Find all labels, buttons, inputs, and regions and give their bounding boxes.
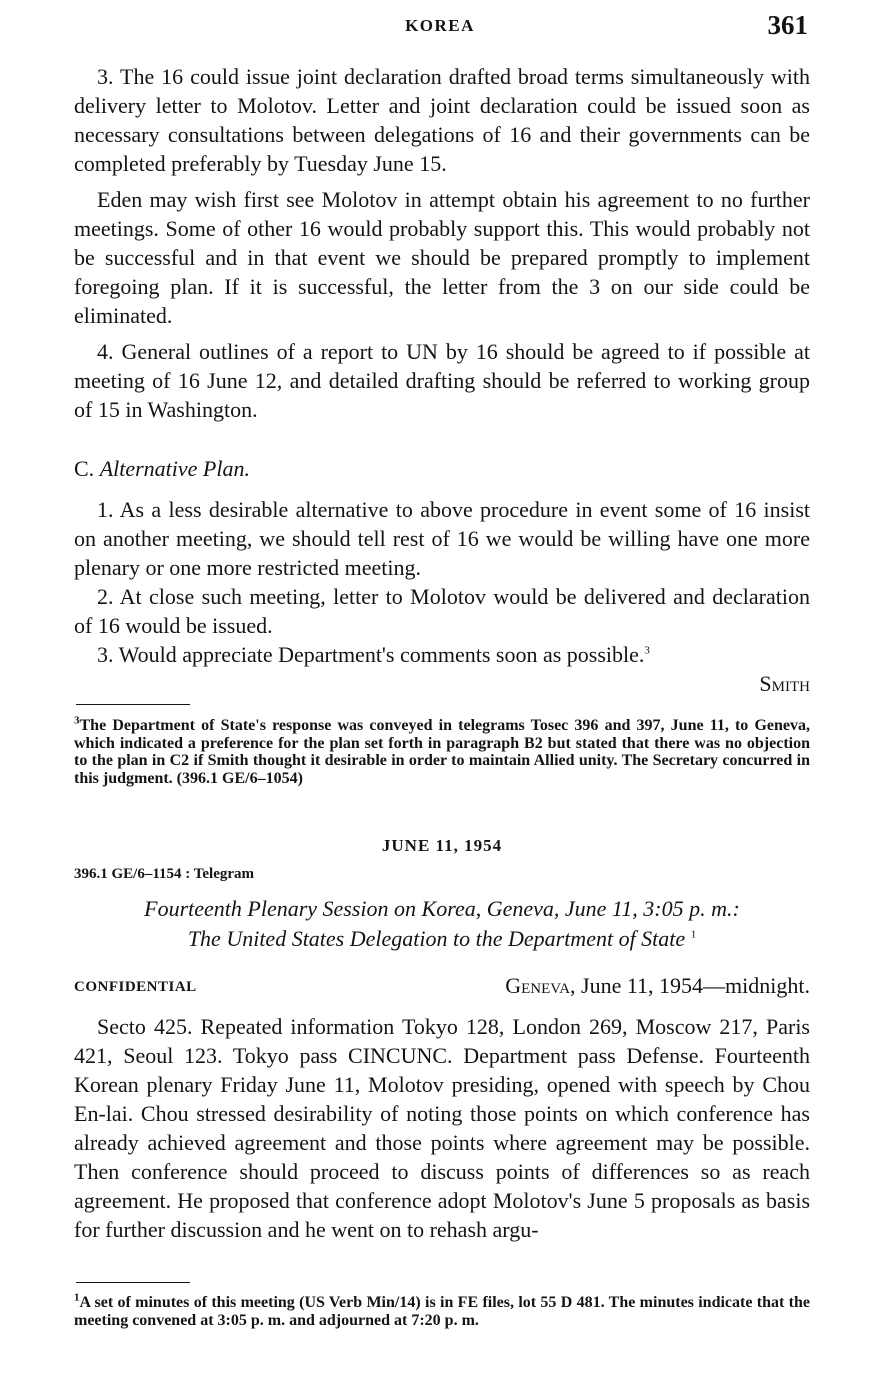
section-c-item-1: 1. As a less desirable alternative to above procedure in event some of 16 insist on another meeting, we should tell rest of 16 we would be willing have one more plenary or one more restricted meeting. (74, 497, 810, 580)
section-c-title: Alternative Plan. (99, 456, 250, 481)
signature: Smith (759, 671, 810, 696)
footnote-divider (76, 1282, 190, 1283)
document-title-line-1: Fourteenth Plenary Session on Korea, Geneva, June 11, 3:05 p. m.: (144, 896, 740, 921)
footnote-1 (74, 1291, 810, 1329)
document-title-line-2-text: The United States Delegation to the Department of State (187, 926, 686, 951)
section-c-label: C. (74, 456, 95, 481)
dateline (505, 973, 810, 999)
section-c-item-3 (74, 640, 810, 669)
top-paragraphs (74, 62, 810, 424)
footnote-1-text: A set of minutes of this meeting (US Verb Min/14) is in FE files, lot 55 D 481. The minutes indicate that the meeting convened at 3:05 p. m. and adjourned at 7:20 p. m. (74, 1294, 810, 1329)
classification: CONFIDENTIAL (74, 979, 197, 995)
telegram-body-block (74, 1012, 810, 1244)
footnote-ref-3: 3 (644, 644, 650, 657)
place: Geneva (505, 973, 571, 998)
paragraph-b4: 4. General outlines of a report to UN by 16 should be agreed to if possible at meeting of 16 June 12, and detailed drafting should be referred to working group of 15 in Washington. (74, 339, 810, 422)
date-heading-block (74, 836, 810, 856)
dateline-date: , June 11, 1954—midnight. (570, 973, 810, 998)
page-number: 361 (767, 10, 808, 40)
dateline-row (74, 973, 810, 1003)
running-header (0, 10, 880, 44)
running-title: KOREA (405, 16, 475, 35)
section-c-item-3-text: 3. Would appreciate Department's comments soon as possible. (97, 642, 645, 667)
document-title-line-2 (74, 924, 810, 954)
paragraph-eden: Eden may wish first see Molotov in attempt obtain his agreement to no further meetings. Some of other 16 would probably support this. This would probably not be successful and in that event we should be prepared promptly to implement foregoing plan. If it is successful, the letter from the 3 on our side could be eliminated. (74, 187, 810, 328)
telegram-body: Secto 425. Repeated information Tokyo 128, London 269, Moscow 217, Paris 421, Seoul 123. Tokyo pass CINCUNC. Department pass Defense. Fourteenth Korean plenary Friday June 11, Molotov presiding, opened with speech by Chou En-lai. Chou stressed desirability of noting those points on which conference has already achieved agreement and those points where agreement may be possible. Then conference should proceed to discuss points of differences so as reach agreement. He proposed that conference adopt Molotov's June 5 proposals as basis for further discussion and he went on to rehash argu- (74, 1014, 810, 1242)
section-c-heading (74, 454, 810, 483)
footnote-3-marker: 3 (74, 714, 80, 727)
date-heading: JUNE 11, 1954 (381, 836, 503, 855)
file-reference: 396.1 GE/6–1154 : Telegram (74, 866, 254, 882)
footnote-divider (76, 704, 190, 705)
file-reference-block (74, 866, 810, 883)
footnote-1-marker: 1 (74, 1291, 80, 1304)
paragraph-b3: 3. The 16 could issue joint declaration drafted broad terms simultaneously with delivery letter to Molotov. Letter and joint declaration could be issued soon as necessary consultations between delegations of 16 and their governments can be completed preferably by Tuesday June 15. (74, 64, 810, 176)
section-c-item-2: 2. At close such meeting, letter to Molotov would be delivered and declaration of 16 would be issued. (74, 584, 810, 638)
footnote-3-text: The Department of State's response was conveyed in telegrams Tosec 396 and 397, June 11, to Geneva, which indicated a preference for the plan set forth in paragraph B2 but stated that there was no objection to the plan in C2 if Smith thought it desirable in order to maintain Allied unity. The Secretary concurred in this judgment. (396.1 GE/6–1054) (74, 717, 810, 787)
document-title (74, 894, 810, 954)
section-c (74, 454, 810, 698)
footnote-3 (74, 714, 810, 787)
footnote-ref-1: 1 (690, 928, 697, 941)
